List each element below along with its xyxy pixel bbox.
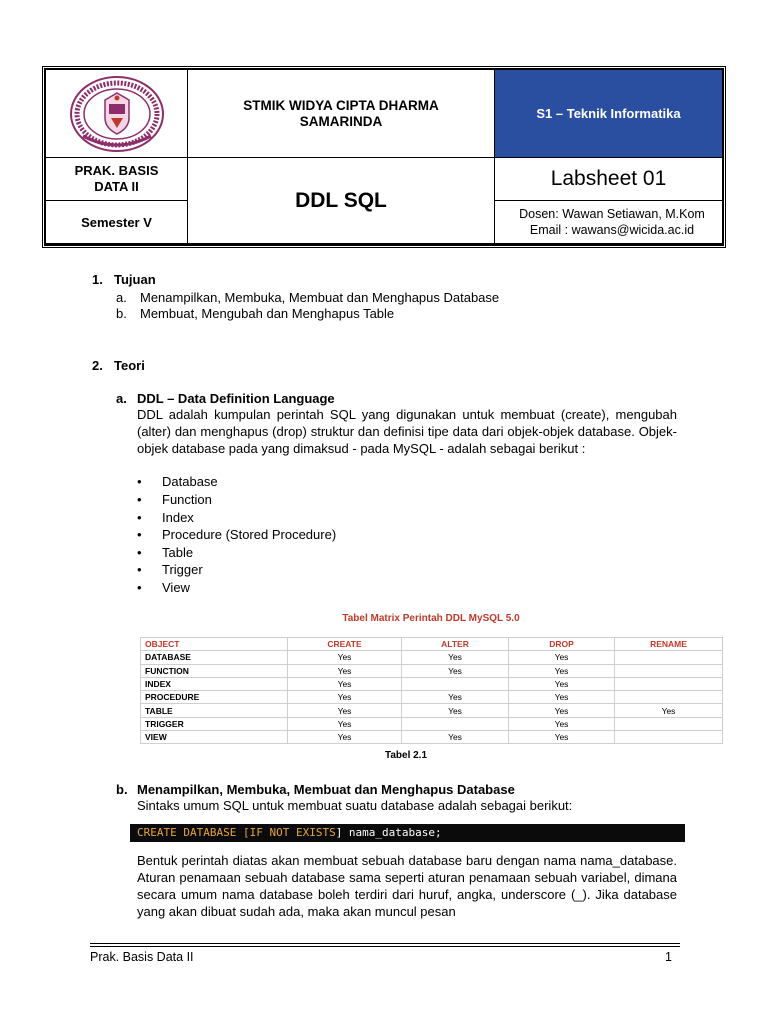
- program-cell: [495, 70, 723, 158]
- section2b-title: Menampilkan, Membuka, Membuat dan Menghapus Database: [137, 782, 515, 797]
- table-cell: Yes: [509, 704, 615, 717]
- table-row: [141, 651, 723, 664]
- footer-rule: [90, 946, 680, 947]
- section2-number: 2.: [92, 358, 103, 373]
- table-header-cell: RENAME: [615, 638, 723, 651]
- table-cell: [615, 677, 723, 690]
- code-bracket: ]: [335, 826, 343, 839]
- table-cell: Yes: [288, 664, 402, 677]
- table-cell: Yes: [288, 691, 402, 704]
- course-cell: [46, 158, 188, 201]
- page-number: 1: [665, 950, 672, 964]
- program-name: S1 – Teknik Informatika: [536, 106, 681, 121]
- bullet-dot-icon: •: [137, 510, 142, 525]
- table-header-cell: CREATE: [288, 638, 402, 651]
- table-cell: Yes: [615, 704, 723, 717]
- course-name-line1: PRAK. BASIS: [74, 163, 159, 178]
- lecturer-email: Email : wawans@wicida.ac.id: [529, 223, 695, 237]
- course-name-line2: DATA II: [94, 179, 139, 194]
- table-header-cell: ALTER: [402, 638, 509, 651]
- topic-title: DDL SQL: [295, 188, 387, 212]
- institution-cell: [188, 70, 495, 158]
- table-row: [141, 704, 723, 717]
- section2a-title: DDL – Data Definition Language: [137, 391, 335, 406]
- institution-city: SAMARINDA: [299, 113, 383, 129]
- table-row: [141, 677, 723, 690]
- institution-logo-icon: [67, 74, 167, 154]
- section2a-paragraph: DDL adalah kumpulan perintah SQL yang digunakan untuk membuat (create), mengubah (alter) dan menghapus (drop) struktur dan definisi tipe data dari objek-objek database. Objek-objek database pada yang dimaksud - pada MySQL - adalah sebagai berikut :: [137, 407, 677, 456]
- header-box: [44, 68, 724, 246]
- table-header-row: [141, 638, 723, 651]
- code-snippet: [130, 824, 685, 842]
- section1-item-b-marker: b.: [116, 306, 127, 321]
- bullet-dot-icon: •: [137, 580, 142, 595]
- bullet-dot-icon: •: [137, 474, 142, 489]
- section1-item-a: Menampilkan, Membuka, Membuat dan Menghapus Database: [140, 290, 500, 305]
- bullet-label: Trigger: [162, 562, 203, 577]
- matrix-table-caption: Tabel Matrix Perintah DDL MySQL 5.0: [342, 613, 520, 624]
- table-cell: INDEX: [141, 677, 288, 690]
- semester-cell: [46, 201, 188, 244]
- bullet-label: Table: [162, 545, 194, 560]
- table-cell: TRIGGER: [141, 717, 288, 730]
- lecturer-name: Dosen: Wawan Setiawan, M.Kom: [519, 207, 705, 221]
- table-cell: DATABASE: [141, 651, 288, 664]
- table-row: [141, 717, 723, 730]
- table-cell: [615, 717, 723, 730]
- lecturer-cell: [495, 201, 723, 244]
- bullet-label: Function: [162, 492, 212, 507]
- bullet-dot-icon: •: [137, 492, 142, 507]
- table-cell: Yes: [402, 664, 509, 677]
- matrix-table: [140, 637, 723, 744]
- table-cell: Yes: [288, 651, 402, 664]
- bullet-label: Index: [162, 510, 194, 525]
- table-cell: Yes: [402, 704, 509, 717]
- table-cell: Yes: [509, 664, 615, 677]
- table-header-cell: OBJECT: [141, 638, 288, 651]
- table-cell: VIEW: [141, 731, 288, 744]
- table-cell: [615, 664, 723, 677]
- labsheet-cell: [495, 158, 723, 201]
- table-cell: TABLE: [141, 704, 288, 717]
- table-cell: Yes: [509, 677, 615, 690]
- section2a-marker: a.: [116, 391, 127, 406]
- footer-course: Prak. Basis Data II: [90, 950, 194, 964]
- table-cell: Yes: [402, 651, 509, 664]
- table-cell: [402, 677, 509, 690]
- table-cell: [615, 731, 723, 744]
- table-cell: Yes: [509, 731, 615, 744]
- section1-item-a-marker: a.: [116, 290, 127, 305]
- semester-label: Semester V: [81, 214, 152, 230]
- bullet-label: View: [162, 580, 190, 595]
- code-keyword: IF NOT EXISTS: [249, 826, 336, 839]
- logo-cell: [46, 70, 188, 158]
- bullet-dot-icon: •: [137, 545, 142, 560]
- section2b-intro: Sintaks umum SQL untuk membuat suatu database adalah sebagai berikut:: [137, 798, 573, 813]
- table-row: [141, 664, 723, 677]
- table-row: [141, 691, 723, 704]
- bullet-dot-icon: •: [137, 527, 142, 542]
- table-cell: Yes: [509, 651, 615, 664]
- topic-cell: [188, 158, 495, 244]
- table-cell: Yes: [509, 717, 615, 730]
- table-cell: Yes: [402, 691, 509, 704]
- code-keyword: CREATE DATABASE [: [137, 826, 250, 839]
- footer-rule: [90, 943, 680, 944]
- section1-item-b: Membuat, Mengubah dan Menghapus Table: [140, 306, 395, 321]
- table-cell: PROCEDURE: [141, 691, 288, 704]
- section2b-marker: b.: [116, 782, 128, 797]
- section1-number: 1.: [92, 272, 103, 287]
- table-cell: Yes: [288, 717, 402, 730]
- table-cell: FUNCTION: [141, 664, 288, 677]
- bullet-dot-icon: •: [137, 562, 142, 577]
- institution-name: STMIK WIDYA CIPTA DHARMA: [243, 97, 439, 113]
- table-header-cell: DROP: [509, 638, 615, 651]
- table-cell: Yes: [288, 704, 402, 717]
- section2b-paragraph: Bentuk perintah diatas akan membuat sebuah database baru dengan nama nama_database. Aturan penamaan sebuah database sama seperti aturan penamaan sebuah variabel, dimana secara umum nama database boleh terdiri dari huruf, angka, underscore (_). Jika database yang akan dibuat sudah ada, maka akan muncul pesan: [137, 853, 677, 919]
- table-row: [141, 731, 723, 744]
- section2-title: Teori: [114, 358, 145, 373]
- code-identifier: nama_database;: [342, 826, 442, 839]
- section1-title: Tujuan: [114, 272, 156, 287]
- labsheet-title: Labsheet 01: [550, 167, 667, 190]
- table-cell: Yes: [402, 731, 509, 744]
- table-label: Tabel 2.1: [384, 750, 428, 761]
- table-cell: [402, 717, 509, 730]
- table-cell: [615, 691, 723, 704]
- table-cell: Yes: [509, 691, 615, 704]
- bullet-label: Database: [162, 474, 218, 489]
- table-cell: [615, 651, 723, 664]
- table-cell: Yes: [288, 731, 402, 744]
- table-cell: Yes: [288, 677, 402, 690]
- bullet-label: Procedure (Stored Procedure): [162, 527, 337, 542]
